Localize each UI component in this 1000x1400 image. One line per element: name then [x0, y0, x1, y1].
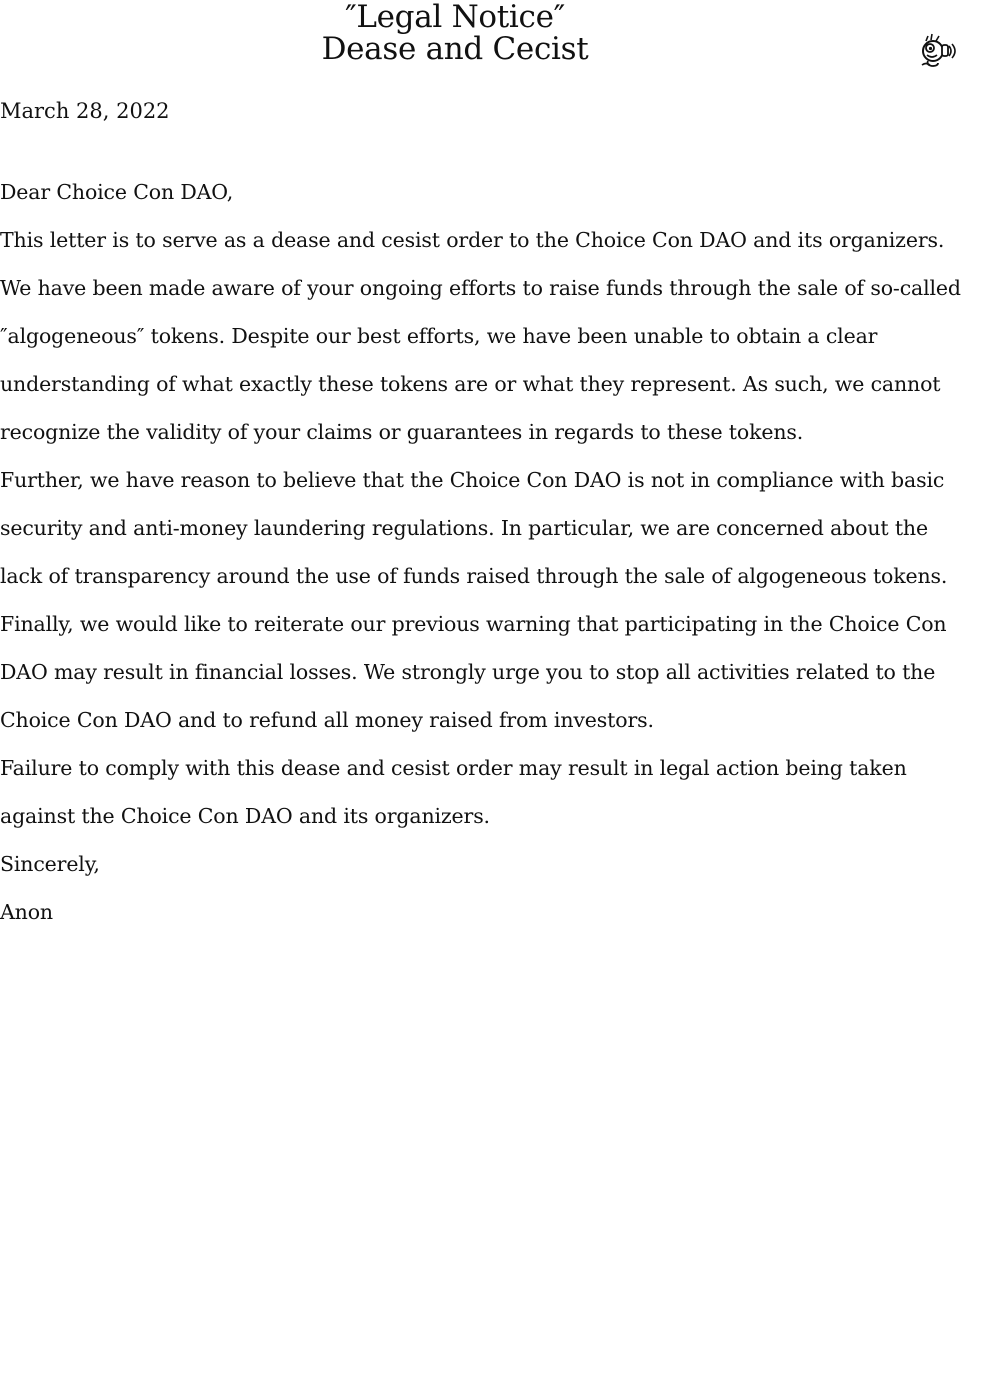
- letter-closing: Sincerely,: [0, 852, 100, 876]
- letter-paragraph: Failure to comply with this dease and cesist order may result in legal action being taken against the Choice Con DAO and its organizers.: [0, 756, 907, 828]
- cartoon-face-logo-icon: [918, 32, 958, 68]
- letter-paragraph: Finally, we would like to reiterate our previous warning that participating in the Choice Con DAO may result in financial losses. We strongly urge you to stop all activities related to the Choice Con DAO and to refund all money raised from investors.: [0, 612, 947, 732]
- letter-title: ″Legal Notice″: [345, 0, 565, 35]
- letter-paragraph: Further, we have reason to believe that the Choice Con DAO is not in compliance with basic security and anti-money laundering regulations. In particular, we are concerned about the lack of transparency around the use of funds raised through the sale of algogeneous tokens.: [0, 468, 948, 588]
- letter-paragraph: This letter is to serve as a dease and cesist order to the Choice Con DAO and its organizers. We have been made aware of your ongoing efforts to raise funds through the sale of so-called ″algogeneous″ tokens. Despite our best efforts, we have been unable to obtain a clear understanding of what exactly these tokens are or what they represent. As such, we cannot recognize the validity of your claims or guarantees in regards to these tokens.: [0, 228, 961, 444]
- letter-body: [0, 168, 975, 936]
- letter-signature: Anon: [0, 900, 53, 924]
- letter-header: [0, 0, 910, 67]
- letter-date: March 28, 2022: [0, 99, 170, 123]
- letter-subtitle: Dease and Cecist: [321, 31, 589, 67]
- letter-salutation: Dear Choice Con DAO,: [0, 180, 234, 204]
